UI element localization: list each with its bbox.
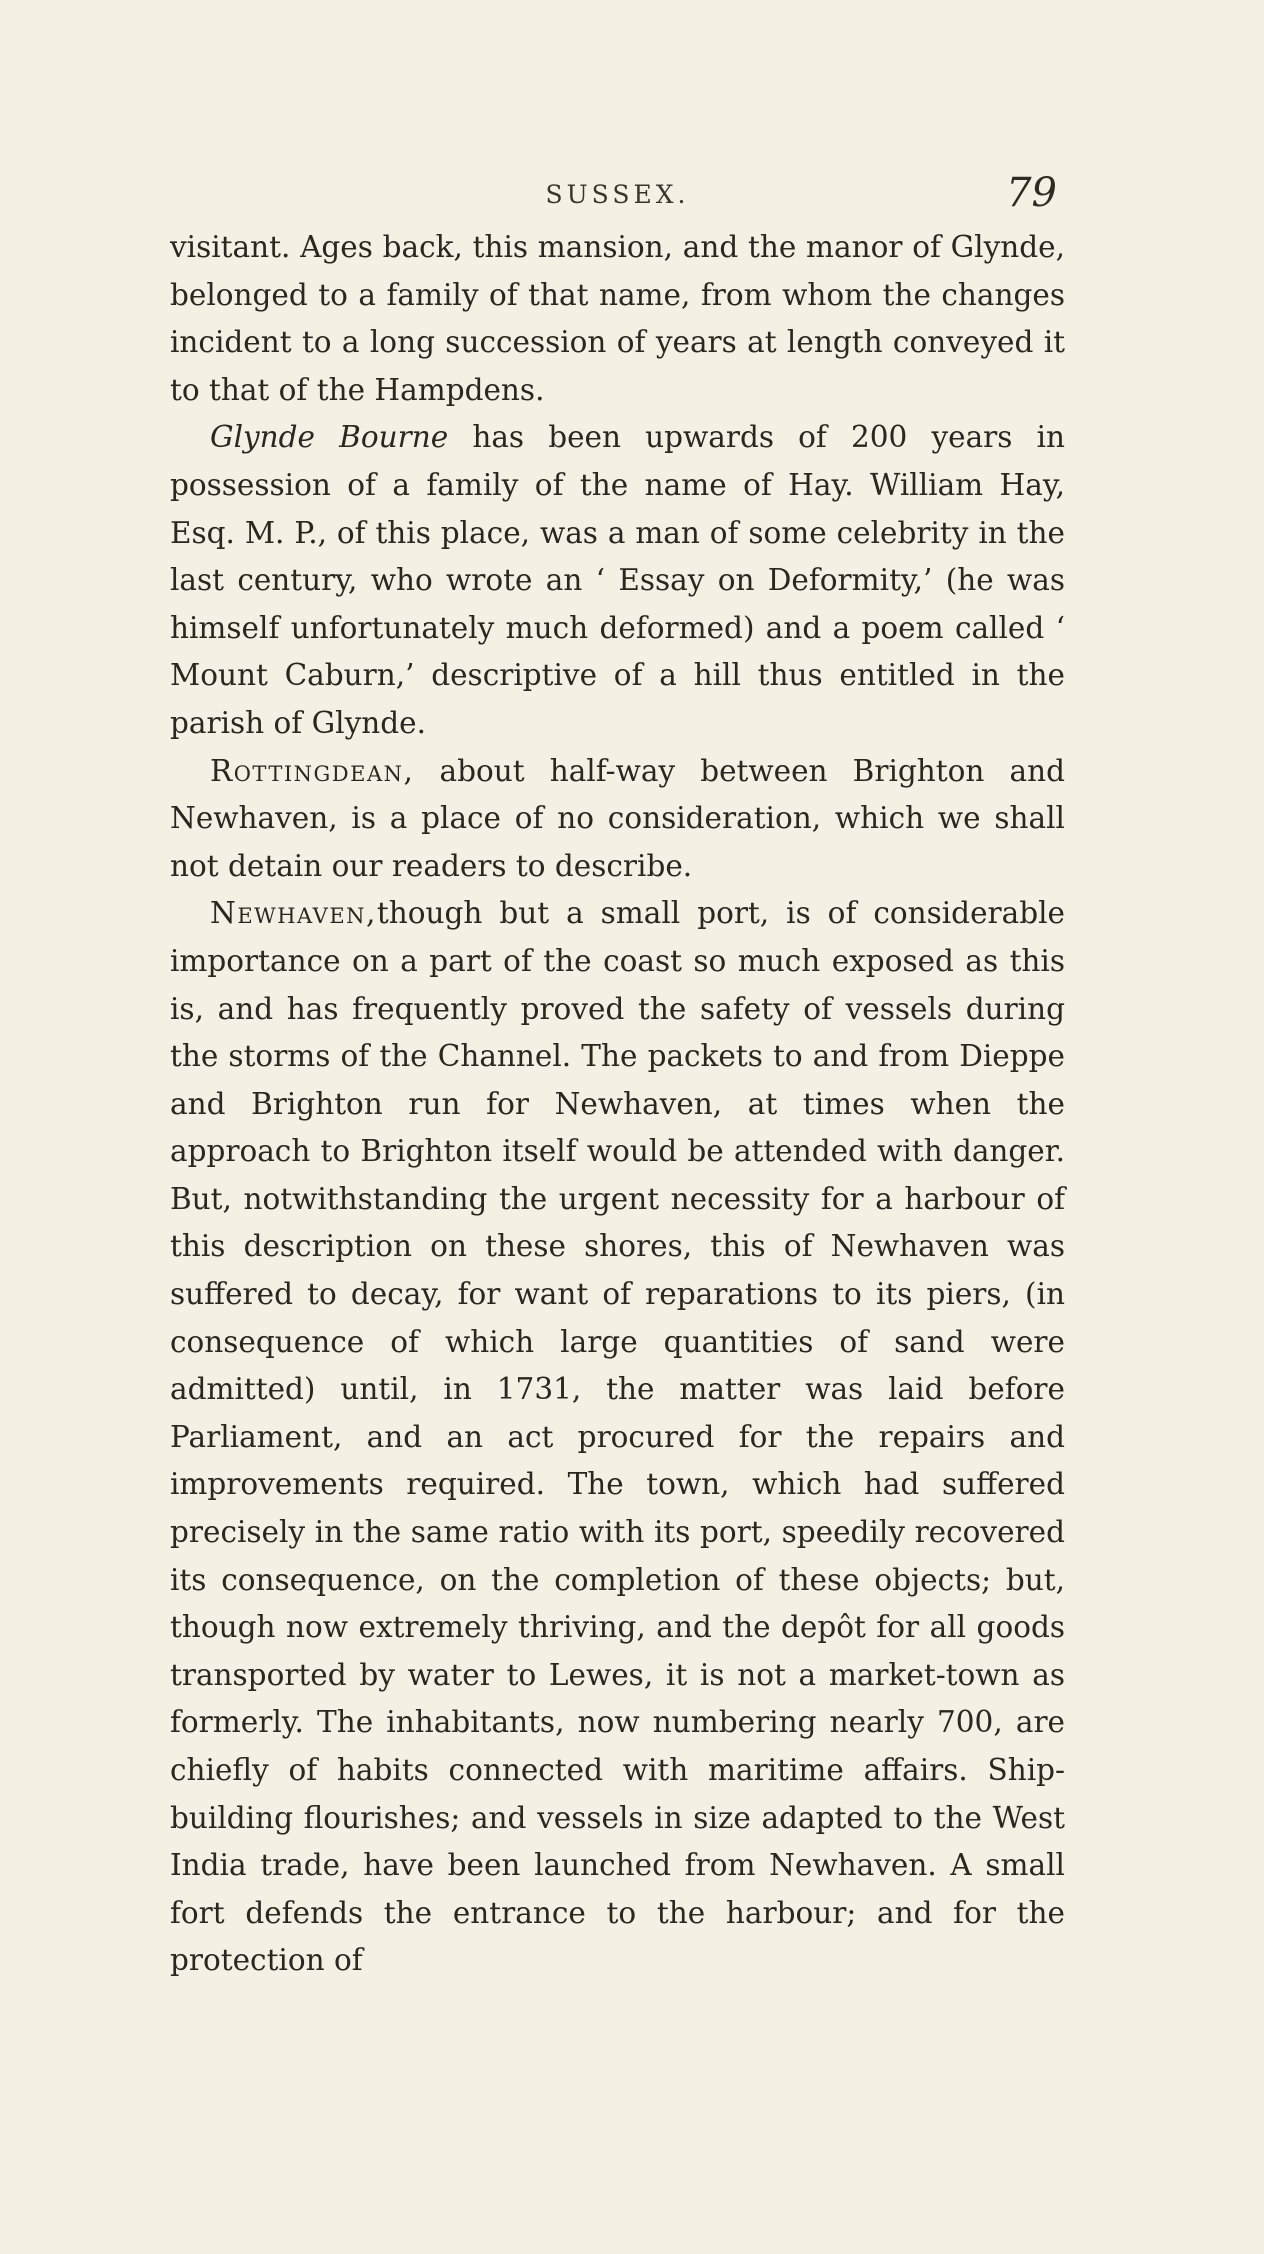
book-page [170,160,1065,1985]
paragraph-4-text: though but a small port, is of considerable importance on a part of the coast so much exposed as this is, and has frequently proved the safety of vessels during the storms of the Channel. The packets to and from Dieppe and Brighton run for Newhaven, at times when the approach to Brighton itself would be attended with danger. But, notwithstanding the urgent necessity for a harbour of this description on these shores, this of Newhaven was suffered to decay, for want of reparations to its piers, (in consequence of which large quantities of sand were admitted) until, in 1731, the matter was laid before Parliament, and an act procured for the repairs and improvements required. The town, which had suffered precisely in the same ratio with its port, speedily recovered its consequence, on the completion of these objects; but, though now extremely thriving, and the depôt for all goods transported by water to Lewes, it is not a market-town as formerly. The inhabitants, now numbering nearly 700, are chiefly of habits connected with maritime affairs. Ship-building flourishes; and vessels in size adapted to the West India trade, have been launched from Newhaven. A small fort defends the entrance to the harbour; and for the protection of [170,896,1065,1978]
body-text [170,224,1065,1985]
page-number: 79 [1006,170,1057,216]
paragraph-1-text: visitant. Ages back, this mansion, and the manor of Glynde, belonged to a family of that name, from whom the changes incident to a long succession of years at length conveyed it to that of the Hampdens. [170,230,1065,407]
running-title: SUSSEX. [545,180,690,209]
paragraph-3 [170,748,1065,891]
paragraph-1 [170,224,1065,414]
paragraph-3-text: about half-way between Brighton and Newhaven, is a place of no consideration, which we shall not detain our readers to describe. [170,753,1065,883]
paragraph-4 [170,890,1065,1985]
paragraph-4-lead: Newhaven, [210,896,377,931]
paragraph-3-lead: Rottingdean, [210,753,415,788]
paragraph-2-lead: Glynde Bourne [210,420,449,455]
running-head [170,160,1065,220]
paragraph-2-text: has been upwards of 200 years in possession of a family of the name of Hay. William Hay, Esq. M. P., of this place, was a man of some celebrity in the last century, who wrote an ‘ Essay on Deformity,’ (he was himself unfortunately much deformed) and a poem called ‘ Mount Caburn,’ descriptive of a hill thus entitled in the parish of Glynde. [170,420,1065,740]
paragraph-2 [170,414,1065,747]
